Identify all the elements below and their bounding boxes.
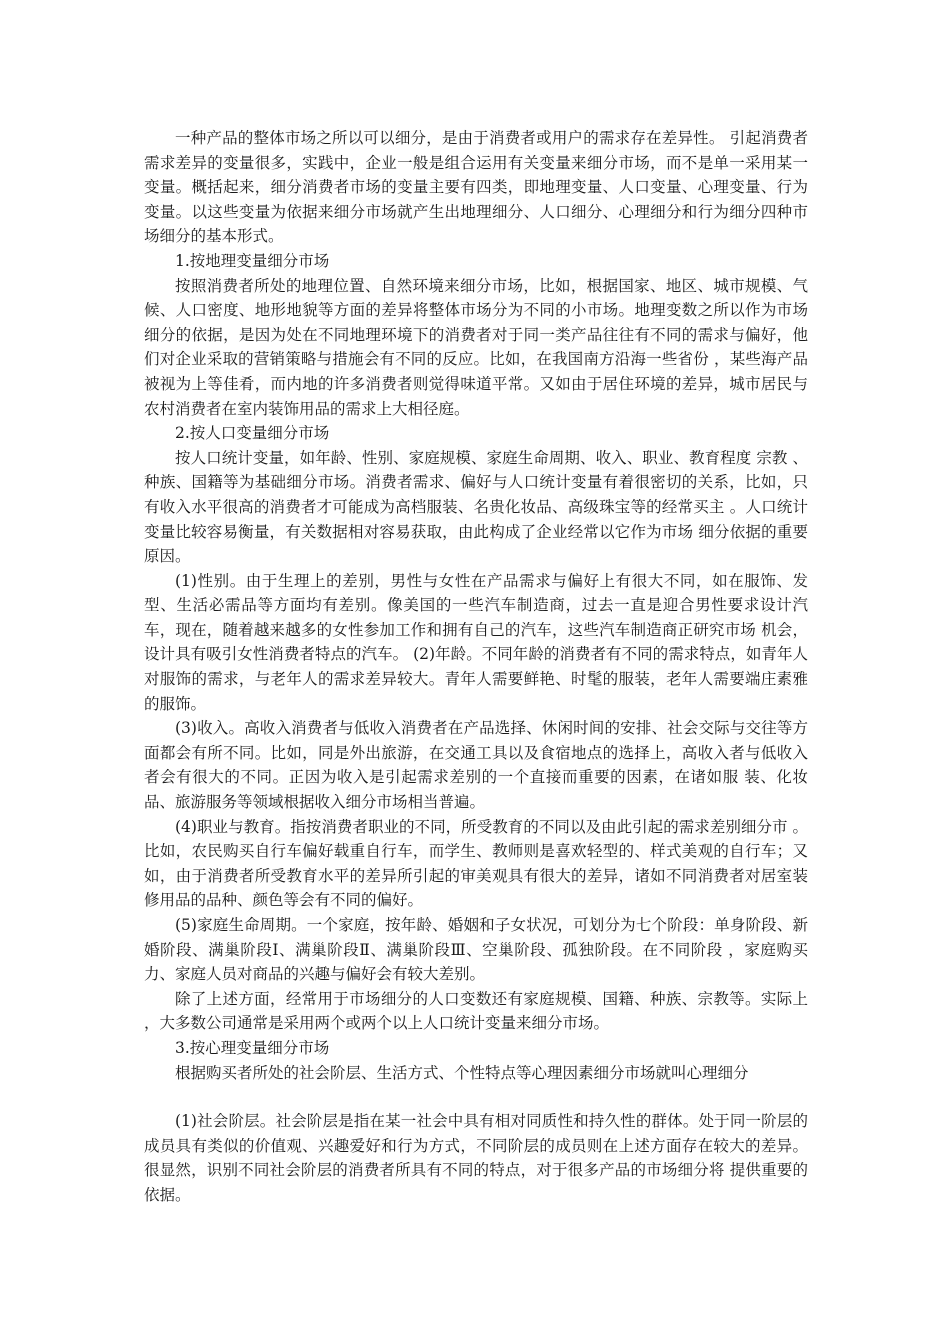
income-paragraph: (3)收入。高收入消费者与低收入消费者在产品选择、休闲时间的安排、社会交际与交往等方面都会有所不同。比如，同是外出旅游，在交通工具以及食宿地点的选择上，高收入者与低收入者会有很大的不同。正因为收入是引起需求差别的一个直接而重要的因素，在诸如服 装、化妆品、旅游服务等领域根据收入细分市场相当普遍。 (144, 719, 808, 812)
section-heading-demographic: 2.按人口变量细分市场 (175, 424, 330, 443)
gender-age-paragraph: (1)性别。由于生理上的差别，男性与女性在产品需求与偏好上有很大不同，如在服饰、发 型、生活必需品等方面均有差别。像美国的一些汽车制造商，过去一直是迎合男性要求设计汽车，现在，随着越来越多的女性参加工作和拥有自己的汽车，这些汽车制造商正研究市场 机会，设计具有吸引女性消费者特点的汽车。 (2)年龄。不同年龄的消费者有不同的需求特点，如青年人对服饰的需求，与老年人的需求差异较大。青年人需要鲜艳、时髦的服装，老年人需要端庄素雅的服饰。 (144, 571, 808, 713)
document-body (144, 126, 808, 1208)
social-class-paragraph: (1)社会阶层。社会阶层是指在某一社会中具有相对同质性和持久性的群体。处于同一阶层的成员具有类似的价值观、兴趣爱好和行为方式，不同阶层的成员则在上述方面存在较大的差异。很显然，识别不同社会阶层的消费者所具有不同的特点，对于很多产品的市场细分将 提供重要的依据。 (144, 1112, 808, 1204)
psychographic-paragraph: 根据购买者所处的社会阶层、生活方式、个性特点等心理因素细分市场就叫心理细分 (175, 1063, 749, 1082)
occupation-education-paragraph: (4)职业与教育。指按消费者职业的不同，所受教育的不同以及由此引起的需求差别细分市 。比如，农民购买自行车偏好载重自行车，而学生、教师则是喜欢轻型的、样式美观的自行车；又如，由于消费者所受教育水平的差异所引起的审美观具有很大的差异，诸如不同消费者对居室装修用品的品种、颜色等会有不同的偏好。 (144, 817, 808, 910)
intro-paragraph: 一种产品的整体市场之所以可以细分，是由于消费者或用户的需求存在差异性。 引起消费者需求差异的变量很多，实践中，企业一般是组合运用有关变量来细分市场，而不是单一采用某一变量。概括起来，细分消费者市场的变量主要有四类，即地理变量、人口变量、心理变量、行为变量。以这些变量为依据来细分市场就产生出地理细分、人口细分、心理细分和行为细分四种市场细分的基本形式。 (144, 129, 808, 246)
section-heading-psychographic: 3.按心理变量细分市场 (175, 1038, 330, 1057)
family-lifecycle-paragraph: (5)家庭生命周期。一个家庭，按年龄、婚姻和子女状况，可划分为七个阶段：单身阶段、新婚阶段、满巢阶段Ⅰ、满巢阶段Ⅱ、满巢阶段Ⅲ、空巢阶段、孤独阶段。在不同阶段 ，家庭购买力、家庭人员对商品的兴趣与偏好会有较大差别。 (144, 916, 808, 984)
demographic-paragraph: 按人口统计变量，如年龄、性别、家庭规模、家庭生命周期、收入、职业、教育程度 宗教 、种族、国籍等为基础细分市场。消费者需求、偏好与人口统计变量有着很密切的关系，比如，只有收入水平很高的消费者才可能成为高档服装、名贵化妆品、高级珠宝等的经常买主 。人口统计变量比较容易衡量，有关数据相对容易获取，由此构成了企业经常以它作为市场 细分依据的重要原因。 (144, 448, 808, 566)
blank-line (144, 1085, 808, 1109)
section-heading-geographic: 1.按地理变量细分市场 (175, 251, 330, 270)
other-demographic-paragraph: 除了上述方面，经常用于市场细分的人口变数还有家庭规模、国籍、种族、宗教等。实际上 ，大多数公司通常是采用两个或两个以上人口统计变量来细分市场。 (144, 989, 808, 1033)
geographic-paragraph: 按照消费者所处的地理位置、自然环境来细分市场，比如，根据国家、地区、城市规模、气候、人口密度、地形地貌等方面的差异将整体市场分为不同的小市场。地理变数之所以作为市场细分的依据，是因为处在不同地理环境下的消费者对于同一类产品往往有不同的需求与偏好，他们对企业采取的营销策略与措施会有不同的反应。比如，在我国南方沿海一些省份 ，某些海产品被视为上等佳肴，而内地的许多消费者则觉得味道平常。又如由于居住环境的差异，城市居民与农村消费者在室内装饰用品的需求上大相径庭。 (144, 276, 808, 418)
